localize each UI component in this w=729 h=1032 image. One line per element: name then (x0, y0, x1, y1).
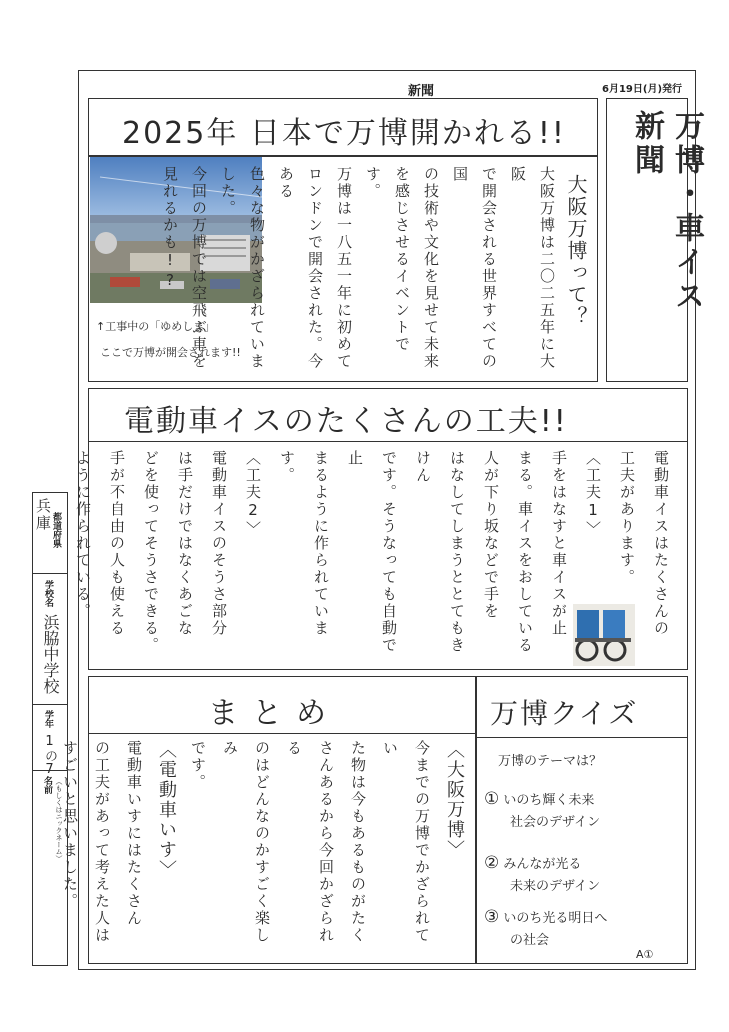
summary-body (61, 740, 470, 958)
article2-col: 電動車イスのそうさ部分 (210, 450, 228, 637)
summary-col: た物は今もあるものがたく (349, 740, 367, 944)
summary-col: です。 (189, 740, 207, 791)
side-form-divider (32, 573, 68, 574)
quiz-option-3 (484, 906, 607, 952)
summary-col: 今までの万博でかざられてい (381, 740, 431, 944)
article2-col: 手をはなすと車イスが止 (550, 450, 568, 637)
article1-headline: 2025年 日本で万博開かれる!! (122, 116, 566, 151)
summary-headline: まとめ (208, 696, 340, 731)
name-label: 名前 (42, 776, 52, 794)
issue-date: 6月19日(月)発行 (602, 84, 683, 95)
article2-col: 工夫があります。 (618, 450, 636, 586)
article2-col: は手だけではなくあごな (176, 450, 194, 637)
article1-col: の技術や文化を見せて未来 (422, 166, 440, 370)
article2-col: はなしてしまうととてもきけん (414, 450, 466, 654)
quiz-option-num: ③ (484, 907, 500, 927)
article2-subhead: 〈工夫1〉 (584, 450, 602, 538)
quiz-option-line2: 社会のデザイン (510, 815, 601, 830)
quiz-option-line2: の社会 (510, 933, 550, 948)
quiz-option-num: ② (484, 853, 500, 873)
summary-subhead: 〈大阪万博〉 (444, 740, 465, 860)
article1-col: 万博は一八五一年に初めて (335, 166, 353, 370)
quiz-option-num: ① (484, 789, 500, 809)
side-form (32, 492, 68, 966)
quiz-option-line1: みんなが光る (503, 857, 582, 872)
quiz-headline-divider (476, 737, 688, 738)
article2-col: 手が不自由の人も使える (108, 450, 126, 637)
article1-col: で開会される世界すべての国 (451, 166, 498, 370)
quiz-corner-mark: A① (636, 948, 654, 961)
article1-col: 大阪万博は二〇二五年に大阪 (509, 166, 556, 370)
wheelchair-photo (573, 604, 635, 666)
school-value: 浜脇中学校 (41, 614, 60, 694)
article2-headline-divider (88, 441, 688, 442)
summary-subhead: 〈電動車いす〉 (156, 740, 177, 880)
summary-col: のはどんなのかすごく楽しみ (221, 740, 271, 944)
grade-label: 学年 (43, 710, 53, 728)
summary-headline-divider (88, 733, 476, 734)
quiz-question: 万博のテーマは？ (498, 754, 603, 769)
quiz-option-line1: いのち輝く未来 (503, 793, 595, 808)
article1-col: を感じさせるイベントです。 (364, 166, 411, 353)
article2-col: まるように作られています。 (278, 450, 330, 637)
photo-caption-line1: ↑工事中の「ゆめしま」 (96, 320, 216, 333)
photo-caption-line2: ここで万博が開会されます!! (100, 346, 241, 359)
quiz-option-line1: いのち光る明日へ (503, 911, 608, 926)
prefecture-value: 兵庫 (34, 498, 52, 532)
quiz-option-2 (484, 852, 600, 898)
paper-label: 新聞 (408, 84, 435, 99)
article2-col: 電動車イスはたくさんの (652, 450, 670, 637)
side-form-divider (32, 704, 68, 705)
article2-subhead: 〈工夫2〉 (244, 450, 262, 538)
article1-col: 色々な物がかざられていました。 (219, 166, 266, 370)
article2-col: ように作られている。 (74, 450, 92, 620)
prefecture-label: 都道府県 (51, 512, 61, 548)
article2-col: 人が下り坂などで手を (482, 450, 500, 620)
quiz-headline: 万博クイズ (490, 697, 639, 730)
quiz-option-1 (484, 788, 600, 834)
summary-col: 電動車いすにはたくさん (125, 740, 143, 927)
article2-headline: 電動車イスのたくさんの工夫!! (124, 404, 568, 439)
article1-col: 見れるかも!? (161, 166, 179, 291)
article2-col: です。そうなっても自動で止 (346, 450, 398, 654)
grade-value: 1の7 (42, 734, 57, 777)
name-note: （もしくはニックネーム） (55, 778, 63, 862)
summary-col: すごいと思いました。 (61, 740, 79, 910)
article1-col: 今回の万博では空飛ぶ車を (190, 166, 208, 370)
school-label: 学校名 (43, 580, 53, 607)
article2-col: まる。車イスをおしている (516, 450, 534, 654)
summary-col: さんあるから今回かざられる (285, 740, 335, 944)
article1-col: ロンドンで開会された。今ある (277, 166, 324, 370)
quiz-option-line2: 未来のデザイン (510, 879, 601, 894)
summary-col: の工夫があって考えた人は (93, 740, 111, 944)
article1-subtitle: 大阪万博って？ (564, 174, 588, 328)
article2-col: どを使ってそうさできる。 (142, 450, 160, 654)
masthead-title: 万博・車イス 新聞 (629, 110, 704, 314)
